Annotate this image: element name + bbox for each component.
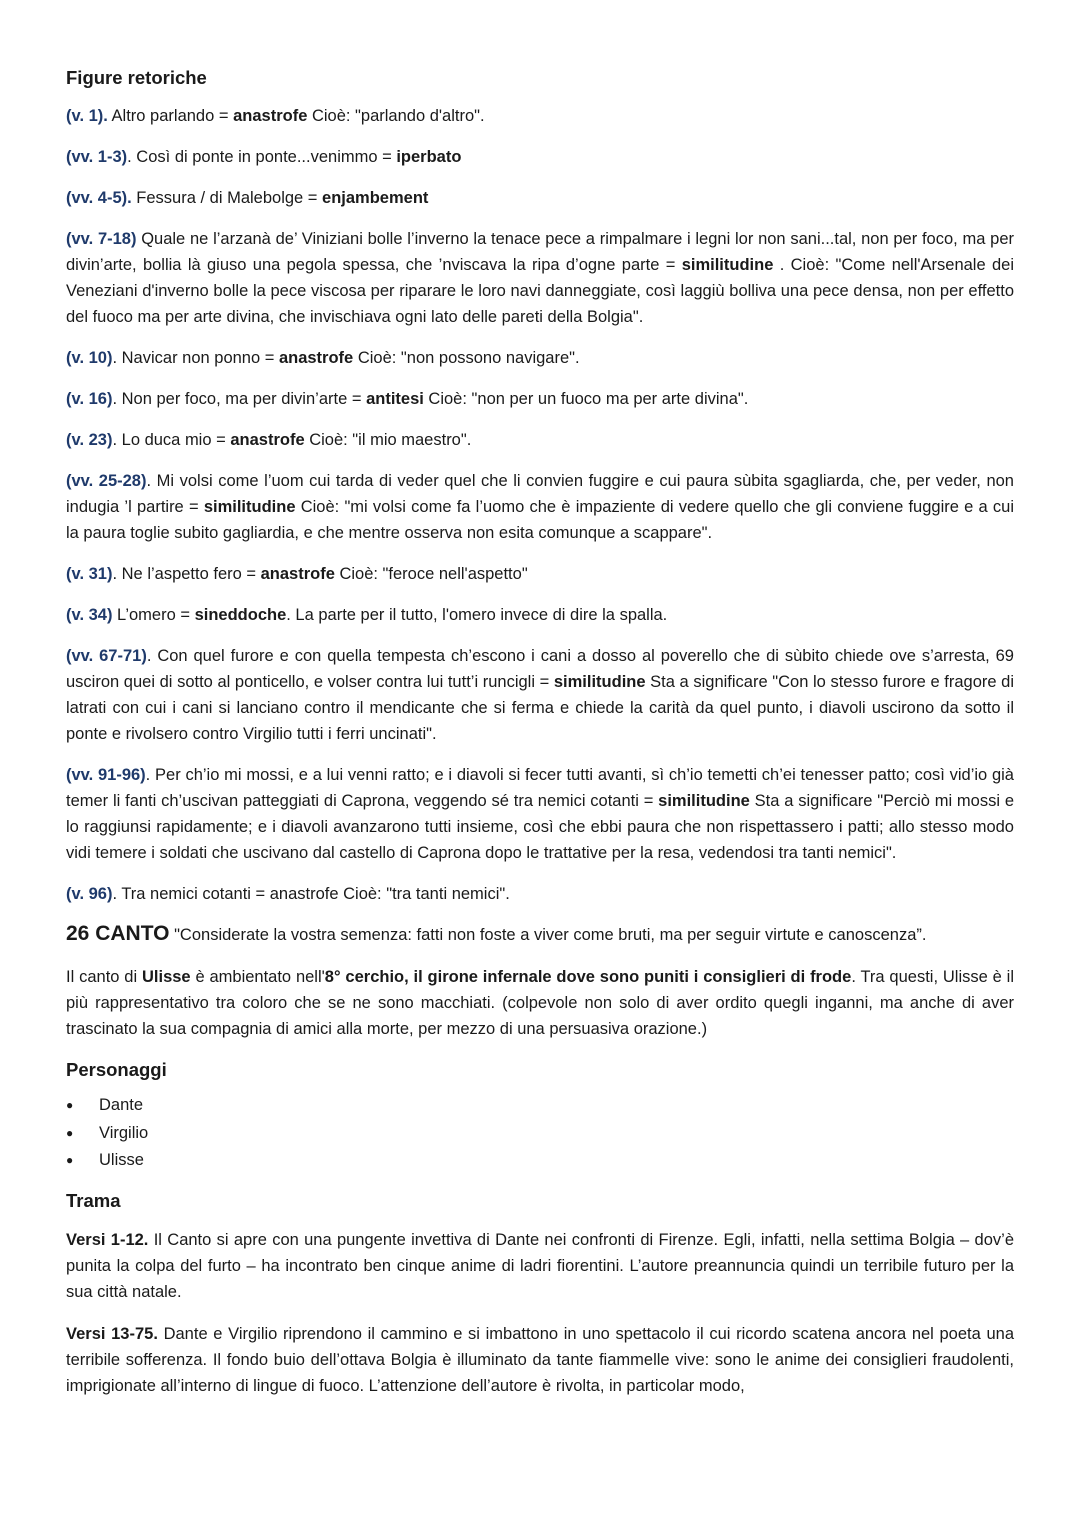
figure-item: (v. 23). Lo duca mio = anastrofe Cioè: "il mio maestro". bbox=[66, 431, 472, 449]
canto-heading bbox=[66, 919, 1014, 950]
figure-item: (v. 31). Ne l’aspetto fero = anastrofe Cioè: "feroce nell'aspetto" bbox=[66, 565, 528, 583]
figure-item: (v. 96). Tra nemici cotanti = anastrofe Cioè: "tra tanti nemici". bbox=[66, 885, 510, 903]
list-item: ● Ulisse bbox=[66, 1147, 1014, 1175]
characters-heading: Personaggi bbox=[66, 1059, 167, 1080]
canto-title: 26 CANTO bbox=[66, 922, 170, 945]
figure-item: (vv. 4-5). Fessura / di Malebolge = enjambement bbox=[66, 189, 429, 207]
list-item: ● Dante bbox=[66, 1092, 1014, 1120]
figure-item: (vv. 67-71). Con quel furore e con quella tempesta ch’escono i cani a dosso al poverello che di sùbito chiede ove s’arresta, 69 usciron quei di sotto al ponticello, e volser contra lui tutt’i runcigli = similitudine Sta a significare "Con lo stesso furore e fragore di latrati con cui i cani si lanciano contro il mendicante che si ferma e chiede la carità da quel punto, i diavoli uscirono da sotto il ponte e rivolsero contro Virgilio tutti i ferri uncinati". bbox=[66, 647, 1014, 743]
figure-heading: Figure retoriche bbox=[66, 67, 207, 88]
figure-item: (vv. 25-28). Mi volsi come l’uom cui tarda di veder quel che li convien fuggire e cui paura sùbita sgagliarda, che, per veder, non indugia ’l partire = similitudine Cioè: "mi volsi come fa l’uomo che è impaziente di vedere quello che gli conviene fuggire e a cui la paura toglie subito gagliardia, e che mentre osserva non esita comunque a scappare". bbox=[66, 472, 1014, 542]
characters-list bbox=[66, 1092, 1014, 1175]
figure-item: (v. 1). Altro parlando = anastrofe Cioè: "parlando d'altro". bbox=[66, 107, 485, 125]
figure-item: (vv. 91-96). Per ch’io mi mossi, e a lui venni ratto; e i diavoli si fecer tutti avanti, sì ch’io temetti ch’ei tenesser patto; così vid’io già temer li fanti ch’uscivan patteggiati di Caprona, veggendo sé tra nemici cotanti = similitudine Sta a significare "Perciò mi mossi e lo raggiunsi rapidamente; e i diavoli avanzarono tutti insieme, così che ebbi paura che non rispettassero i patti; allo stesso modo vidi temere i soldati che uscivano dal castello di Caprona dopo le trattative per la resa, vedendosi tra tanti nemici". bbox=[66, 766, 1014, 862]
figure-item: (vv. 1-3). Così di ponte in ponte...venimmo = iperbato bbox=[66, 148, 462, 166]
plot-item: Versi 1-12. Il Canto si apre con una pungente invettiva di Dante nei confronti di Firenze. Egli, infatti, nella settima Bolgia – dov’è punita la colpa del furto – ha incontrato ben cinque anime di ladri fiorentini. L’autore preannuncia quindi un terribile futuro per la sua città natale. bbox=[66, 1230, 1014, 1301]
figure-item: (v. 10). Navicar non ponno = anastrofe Cioè: "non possono navigare". bbox=[66, 349, 580, 367]
plot-item: Versi 13-75. Dante e Virgilio riprendono il cammino e si imbattono in uno spettacolo il cui ricordo scatena ancora nel poeta una terribile sofferenza. Il fondo buio dell’ottava Bolgia è illuminato da tante fiammelle vive: sono le anime dei consiglieri fraudolenti, imprigionate all’interno di lingue di fuoco. L’attenzione dell’autore è rivolta, in particolar modo, bbox=[66, 1324, 1014, 1395]
plot-heading: Trama bbox=[66, 1189, 121, 1211]
canto-quote: "Considerate la vostra semenza: fatti non foste a viver come bruti, ma per seguir virtute e canoscenza”. bbox=[169, 926, 927, 944]
figure-item: (vv. 7-18) Quale ne l’arzanà de’ Viniziani bolle l’inverno la tenace pece a rimpalmare i legni lor non sani...tal, non per foco, ma per divin’arte, bollia là giuso una pegola spessa, che ’nviscava la ripa d’ogne parte = similitudine . Cioè: "Come nell'Arsenale dei Veneziani d'inverno bolle la pece viscosa per riparare le loro navi danneggiate, così laggiù bolliva una pece densa, non per effetto del fuoco ma per arte divina, che invischiava ogni lato delle pareti della Bolgia". bbox=[66, 230, 1014, 326]
document-content bbox=[66, 64, 1014, 1399]
figure-item: (v. 16). Non per foco, ma per divin’arte = antitesi Cioè: "non per un fuoco ma per arte divina". bbox=[66, 390, 749, 408]
canto-intro: Il canto di Ulisse è ambientato nell'8° cerchio, il girone infernale dove sono puniti i consiglieri di frode. Tra questi, Ulisse è il più rappresentativo tra coloro che se ne sono macchiati. (colpevole non solo di aver ordito quegli inganni, ma anche di aver trascinato la sua compagnia di amici alla morte, per mezzo di una persuasiva orazione.) bbox=[66, 968, 1015, 1038]
figure-item: (v. 34) L’omero = sineddoche. La parte per il tutto, l'omero invece di dire la spalla. bbox=[66, 606, 668, 624]
list-item: ● Virgilio bbox=[66, 1120, 1014, 1148]
